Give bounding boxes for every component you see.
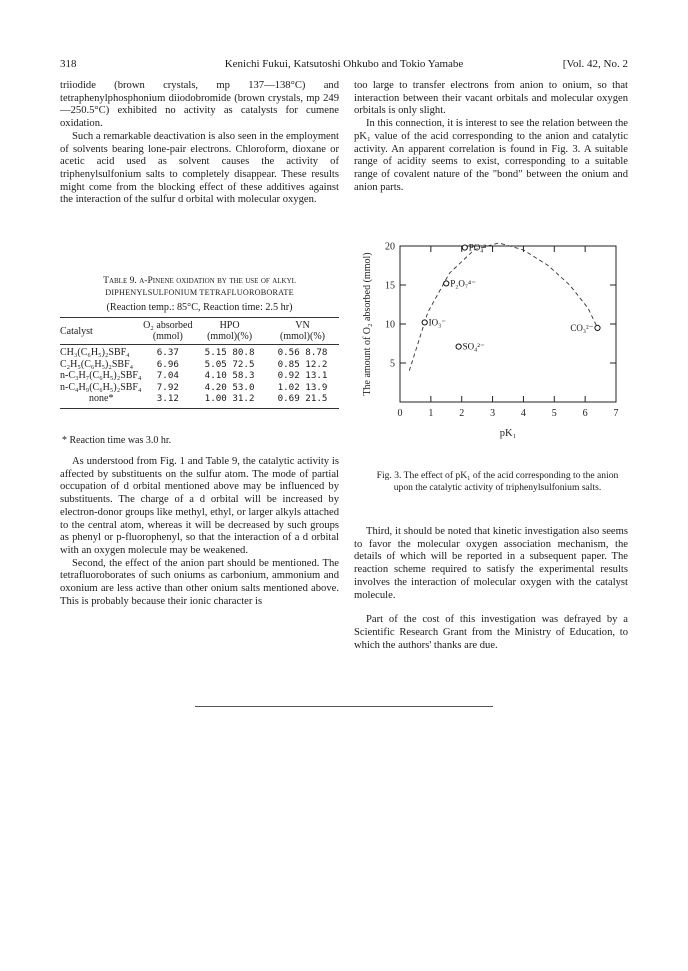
cell-catalyst: n-C₄H₉(C₆H₅)₂SBF₄: [60, 381, 142, 393]
x-tick-label: 6: [582, 408, 588, 419]
running-head-authors: Kenichi Fukui, Katsutoshi Ohkubo and Tokio Yamabe: [224, 58, 464, 70]
data-point: [462, 245, 467, 250]
y-tick-label: 10: [385, 319, 395, 331]
x-tick-label: 3: [490, 408, 496, 419]
cell-hpo-mmol: 5.15: [204, 347, 227, 358]
cell-o2: 6.96: [156, 358, 179, 370]
x-axis-label: pK₁: [499, 428, 517, 439]
paragraph: Part of the cost of this investigation was defrayed by a Scientific Research Grant from the Ministry of Education, to which the authors' thanks are due.: [354, 614, 628, 651]
cell-hpo-mmol: 1.00: [204, 393, 227, 405]
cell-vn-mmol: 1.02: [277, 381, 300, 393]
cell-o2: 3.12: [156, 393, 179, 405]
right-column-bottom: [354, 526, 628, 652]
page-number: 318: [60, 58, 77, 70]
y-tick-label: 5: [390, 358, 395, 370]
x-tick-label: 0: [397, 408, 403, 419]
data-point: [444, 281, 449, 286]
table-row: [60, 382, 339, 394]
cell-hpo-pct: 80.8: [232, 347, 255, 358]
cell-catalyst: CH₃(C₆H₅)₂SBF₄: [60, 347, 130, 358]
table-caption: [60, 275, 339, 314]
cell-vn: [266, 382, 339, 394]
table-row: [60, 345, 339, 359]
right-column-top: [354, 80, 628, 194]
volume-info: [Vol. 42, No. 2: [562, 58, 628, 70]
data-point: [595, 325, 600, 330]
cell-vn-mmol: 0.56: [277, 347, 300, 358]
left-column-top: [60, 80, 339, 207]
paragraph: Such a remarkable deactivation is also seen in the employment of solvents bearing lone-pair electrons. Chloroform, dioxane or acetic acid used as solvent causes the activity of triphenylsulfonium salts to completely disappear. These results might come from the blocking effect of these additives against the interaction of the sulfur d orbital with molecular oxygen.: [60, 130, 339, 206]
y-tick-label: 15: [385, 280, 395, 292]
col-header-hpo-name: HPO: [219, 320, 240, 331]
cell-vn: [266, 359, 339, 371]
cell-hpo-mmol: 4.20: [204, 381, 227, 393]
cell-hpo-pct: 72.5: [232, 358, 255, 370]
cell-vn: [266, 393, 339, 408]
table-row: [60, 370, 339, 382]
figure-3-chart: [354, 238, 628, 460]
col-header-hpo-unit: (mmol)(%): [207, 331, 253, 342]
cell-o2: 7.92: [156, 381, 179, 393]
table-row: [60, 393, 339, 408]
cell-hpo-pct: 31.2: [232, 393, 255, 405]
x-tick-label: 1: [428, 408, 434, 419]
cell-vn: [266, 345, 339, 359]
paragraph: Second, the effect of the anion part should be mentioned. The tetrafluoroborates of such oniums as carbonium, ammonium and oxonium are less active than other onium salts mentioned above. This is probably because their ionic character is: [60, 557, 339, 607]
x-tick-label: 4: [520, 408, 526, 419]
data-point-label: CO₃²⁻: [570, 322, 594, 333]
cell-vn-mmol: 0.85: [277, 358, 300, 370]
col-header-vn: [266, 318, 339, 345]
data-point: [456, 344, 461, 349]
left-column-bottom: [60, 456, 339, 608]
data-point-label: IO₃⁻: [428, 317, 447, 328]
page-header: [60, 58, 628, 74]
x-tick-label: 2: [459, 408, 465, 419]
table-caption-conditions: (Reaction temp.: 85°C, Reaction time: 2.5 hr): [106, 302, 293, 313]
paragraph: triiodide (brown crystals, mp 137—138°C) and tetraphenylphosphonium diiodobromide (brown crystals, mp 249—250.5°C) exhibited no activity as catalysts for cumene oxidation.: [60, 80, 339, 130]
cell-hpo-pct: 58.3: [232, 370, 255, 382]
paragraph: Third, it should be noted that kinetic investigation also seems to favor the molecular oxygen association mechanism, the details of which will be reported in a subsequent paper. The reaction scheme required to satisfy the experimental results involves the interaction of molecular oxygen with the catalyst molecule.: [354, 526, 628, 601]
cell-o2: 7.04: [156, 370, 179, 382]
table-9: [60, 318, 339, 409]
trend-curve: [409, 243, 597, 371]
cell-catalyst: n-C₃H₇(C₆H₅)₂SBF₄: [60, 370, 142, 382]
cell-catalyst: C₂H₅(C₆H₅)₂SBF₄: [60, 358, 134, 370]
cell-hpo: [193, 359, 266, 371]
cell-hpo: [193, 393, 266, 408]
data-point-label: P₂O₇⁴⁻: [450, 278, 476, 289]
paragraph: too large to transfer electrons from anion to onium, so that interaction between their vacant orbitals and molecular oxygen orbitals is only slight.: [354, 80, 628, 117]
paragraph: As understood from Fig. 1 and Table 9, the catalytic activity is affected by substituents on the sulfur atom. The mode of partial occupation of d orbital mentioned above may be influenced by substituents. The charge of a d orbital will be increased by electron-donor groups like methyl, ethyl, or larger alkyls attached to the central atom, whereas it will be decreased by such groups as phenyl or p-fluorophenyl, so that the interaction of a d orbital with an oxygen molecule may be weakened.: [60, 456, 339, 556]
data-point-label: PO₄³⁻: [468, 242, 491, 253]
table-caption-subtitle: DIPHENYLSULFONIUM TETRAFLUOROBORATE: [105, 288, 294, 297]
col-header-o2-name: O₂ absorbed: [143, 320, 193, 331]
cell-hpo-pct: 53.0: [232, 381, 255, 393]
cell-vn-pct: 8.78: [305, 347, 328, 358]
cell-catalyst: none*: [89, 393, 114, 405]
y-axis-label: The amount of O₂ absorbed (mmol): [362, 252, 373, 396]
table-footnote: * Reaction time was 3.0 hr.: [62, 435, 172, 446]
end-rule: [195, 706, 493, 707]
cell-hpo-mmol: 5.05: [204, 358, 227, 370]
cell-hpo: [193, 370, 266, 382]
cell-vn: [266, 370, 339, 382]
cell-hpo: [193, 345, 266, 359]
paragraph: In this connection, it is interest to see the relation between the pK₁ value of the acid corresponding to the anion and catalytic activity. An apparent correlation is found in Fig. 3. A suitable range of acidity seems to exist, corresponding to a suitable range of covalent nature of the "bond" between the onium and anion parts.: [354, 118, 628, 193]
figure-caption: Fig. 3. The effect of pK₁ of the acid corresponding to the anion upon the catalytic activity of triphenylsulfonium salts.: [376, 470, 619, 493]
cell-vn-pct: 12.2: [305, 358, 328, 370]
col-header-vn-name: VN: [295, 320, 310, 331]
cell-vn-pct: 21.5: [305, 393, 328, 405]
col-header-o2: [143, 318, 194, 345]
col-header-hpo: [193, 318, 266, 345]
cell-vn-pct: 13.1: [305, 370, 328, 382]
cell-o2: 6.37: [156, 347, 179, 358]
col-header-o2-unit: (mmol): [152, 331, 183, 342]
table-caption-title: Table 9. α-Pinene oxidation by the use of alkyl: [103, 275, 296, 286]
table-row: [60, 359, 339, 371]
cell-vn-pct: 13.9: [305, 381, 328, 393]
cell-vn-mmol: 0.69: [277, 393, 300, 405]
x-tick-label: 7: [613, 408, 619, 419]
col-header-catalyst: Catalyst: [60, 325, 93, 337]
cell-hpo-mmol: 4.10: [204, 370, 227, 382]
col-header-vn-unit: (mmol)(%): [280, 331, 326, 342]
data-point-label: SO₄²⁻: [462, 341, 485, 352]
cell-vn-mmol: 0.92: [277, 370, 300, 382]
data-point: [422, 320, 427, 325]
cell-hpo: [193, 382, 266, 394]
y-tick-label: 20: [385, 241, 395, 253]
x-tick-label: 5: [551, 408, 557, 419]
